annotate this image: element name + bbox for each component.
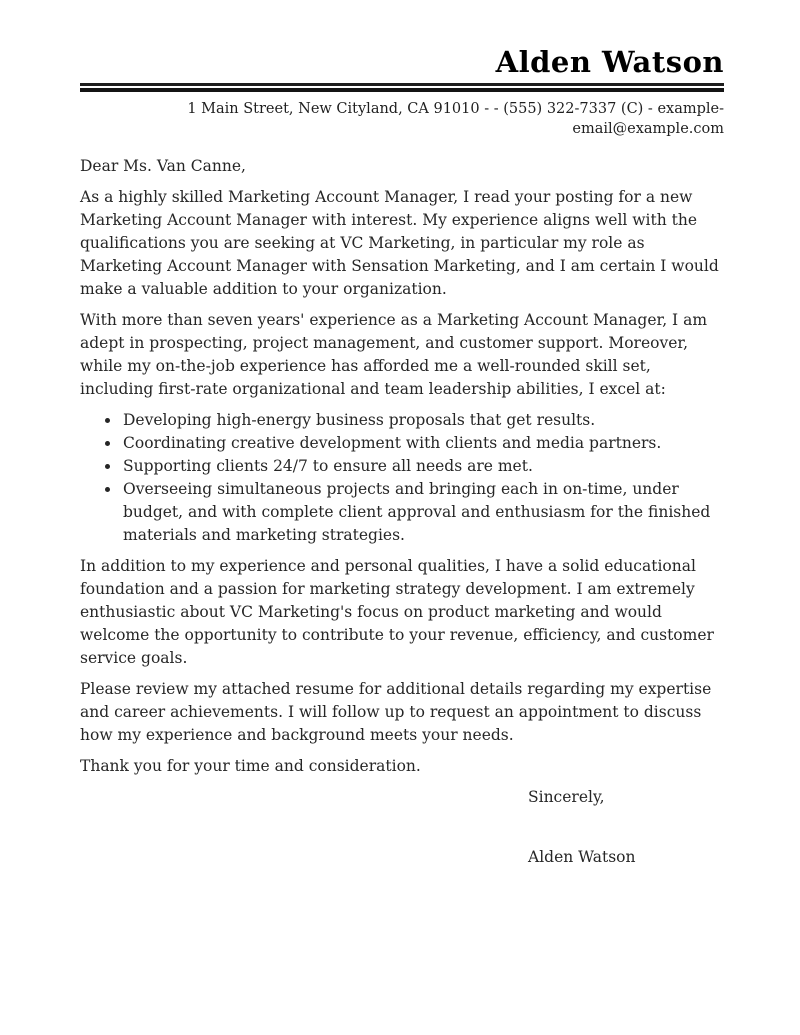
salutation: Dear Ms. Van Canne, <box>80 157 246 175</box>
thanks-line: Thank you for your time and consideration. <box>80 757 421 775</box>
letter-header <box>80 46 724 139</box>
page-title: Alden Watson <box>495 45 724 79</box>
paragraph-follow-up: Please review my attached resume for additional details regarding my expertise and career achievements. I will follow up to request an appointment to discuss how my experience and background meets your needs. <box>80 680 712 744</box>
valediction: Sincerely, <box>528 788 605 806</box>
signoff-block <box>528 786 724 869</box>
letter-body <box>80 155 724 869</box>
paragraph-intro: As a highly skilled Marketing Account Manager, I read your posting for a new Marketing Account Manager with interest. My experience aligns well with the qualifications you are seeking at VC Marketing, in particular my role as Marketing Account Manager with Sensation Marketing, and I am certain I would make a valuable addition to your organization. <box>80 188 719 298</box>
list-item: • Coordinating creative development with clients and media partners. <box>121 432 724 455</box>
header-divider <box>80 83 724 92</box>
contact-info: 1 Main Street, New Cityland, CA 91010 - - (555) 322-7337 (C) - example-email@example.com <box>187 101 724 137</box>
skills-list <box>80 409 724 547</box>
signature: Alden Watson <box>528 848 636 866</box>
paragraph-education: In addition to my experience and personal qualities, I have a solid educational foundation and a passion for marketing strategy development. I am extremely enthusiastic about VC Marketing's focus on product marketing and would welcome the opportunity to contribute to your revenue, efficiency, and customer service goals. <box>80 557 714 667</box>
divider-thick-line <box>80 88 724 92</box>
paragraph-experience: With more than seven years' experience as a Marketing Account Manager, I am adept in prospecting, project management, and customer support. Moreover, while my on-the-job experience has afforded me a well-rounded skill set, including first-rate organizational and team leadership abilities, I excel at: <box>80 311 708 398</box>
list-item: • Developing high-energy business proposals that get results. <box>121 409 724 432</box>
list-item: • Overseeing simultaneous projects and bringing each in on-time, under budget, and with complete client approval and enthusiasm for the finished materials and marketing strategies. <box>121 478 724 547</box>
list-item: • Supporting clients 24/7 to ensure all needs are met. <box>121 455 724 478</box>
